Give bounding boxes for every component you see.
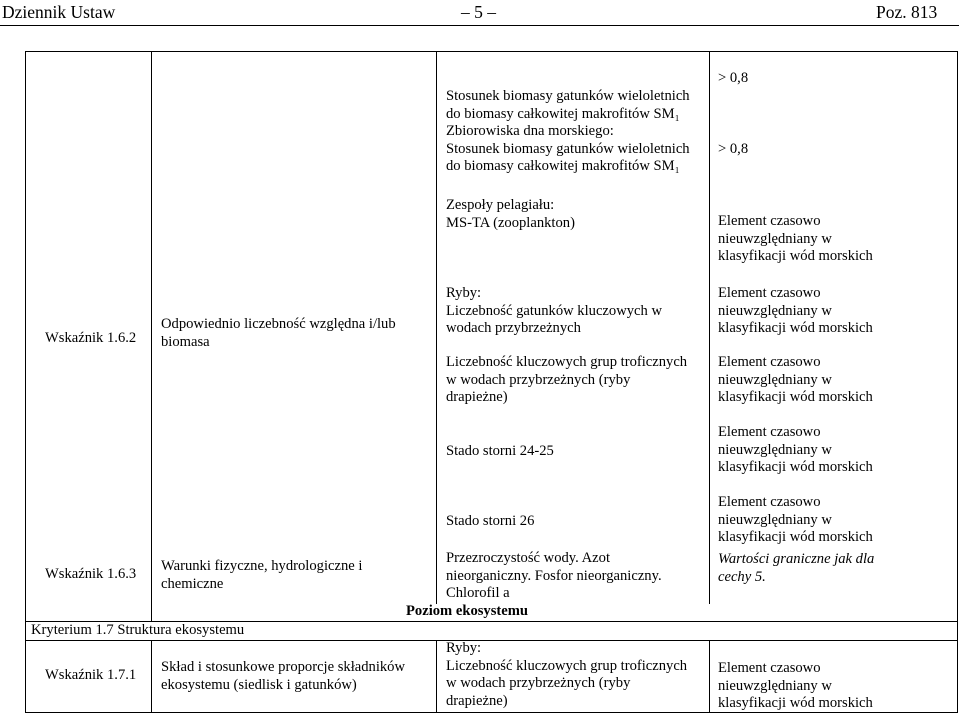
indicator-description: Skład i stosunkowe proporcje składników ekosystemu (siedlisk i gatunków): [161, 659, 406, 693]
fish-text: Ryby: Liczebność gatunków kluczowych w wodach przybrzeżnych: [446, 285, 662, 336]
indicator-id: Wskaźnik 1.6.2: [45, 330, 137, 346]
position-number: Poz. 813: [876, 2, 938, 22]
threshold-value: > 0,8: [718, 141, 749, 157]
pelagial-text: Zespoły pelagiału: MS-TA (zooplankton): [446, 197, 575, 231]
fish-text: Ryby: Liczebność kluczowych grup troficznych w wodach przybrzeżnych (ryby drapieżne): [446, 640, 688, 709]
indicator-description: Warunki fizyczne, hydrologiczne i chemiczne: [161, 558, 363, 592]
stock-value: Element czasowo nieuwzględniany w klasyfikacji wód morskich: [718, 424, 873, 475]
parameters-text: Przezroczystość wody. Azot nieorganiczny. Fosfor nieorganiczny. Chlorofil a: [446, 550, 662, 601]
indicator-id: Wskaźnik 1.6.3: [45, 566, 137, 582]
fish-value: Element czasowo nieuwzględniany w klasyfikacji wód morskich: [718, 285, 873, 336]
indicator-description: Odpowiednio liczebność względna i/lub biomasa: [161, 316, 396, 350]
journal-title: Dziennik Ustaw: [2, 2, 116, 22]
level-heading: Poziom ekosystemu: [406, 603, 529, 619]
stock-text: Stado storni 26: [446, 513, 535, 529]
stock-text: Stado storni 24-25: [446, 443, 554, 459]
pelagial-value: Element czasowo nieuwzględniany w klasyfikacji wód morskich: [718, 213, 873, 264]
threshold-value: > 0,8: [718, 70, 749, 86]
fish-value: Element czasowo nieuwzględniany w klasyfikacji wód morskich: [718, 354, 873, 405]
threshold-note: Wartości graniczne jak dla cechy 5.: [718, 551, 875, 585]
page-number: – 5 –: [461, 2, 496, 22]
indicator-id: Wskaźnik 1.7.1: [45, 667, 137, 683]
fish-text: Liczebność kluczowych grup troficznych w wodach przybrzeżnych (ryby drapieżne): [446, 354, 688, 405]
header-rule: [0, 25, 959, 26]
stock-value: Element czasowo nieuwzględniany w klasyfikacji wód morskich: [718, 494, 873, 545]
fish-value: Element czasowo nieuwzględniany w klasyfikacji wód morskich: [718, 660, 873, 711]
macrophyte-ratio-text: Stosunek biomasy gatunków wieloletnich do biomasy całkowitej makrofitów SM₁ Zbiorowiska dna morskiego: Stosunek biomasy gatunków wieloletnich do biomasy całkowitej makrofitów SM₁: [446, 88, 690, 174]
criterion-heading: Kryterium 1.7 Struktura ekosystemu: [31, 622, 245, 638]
